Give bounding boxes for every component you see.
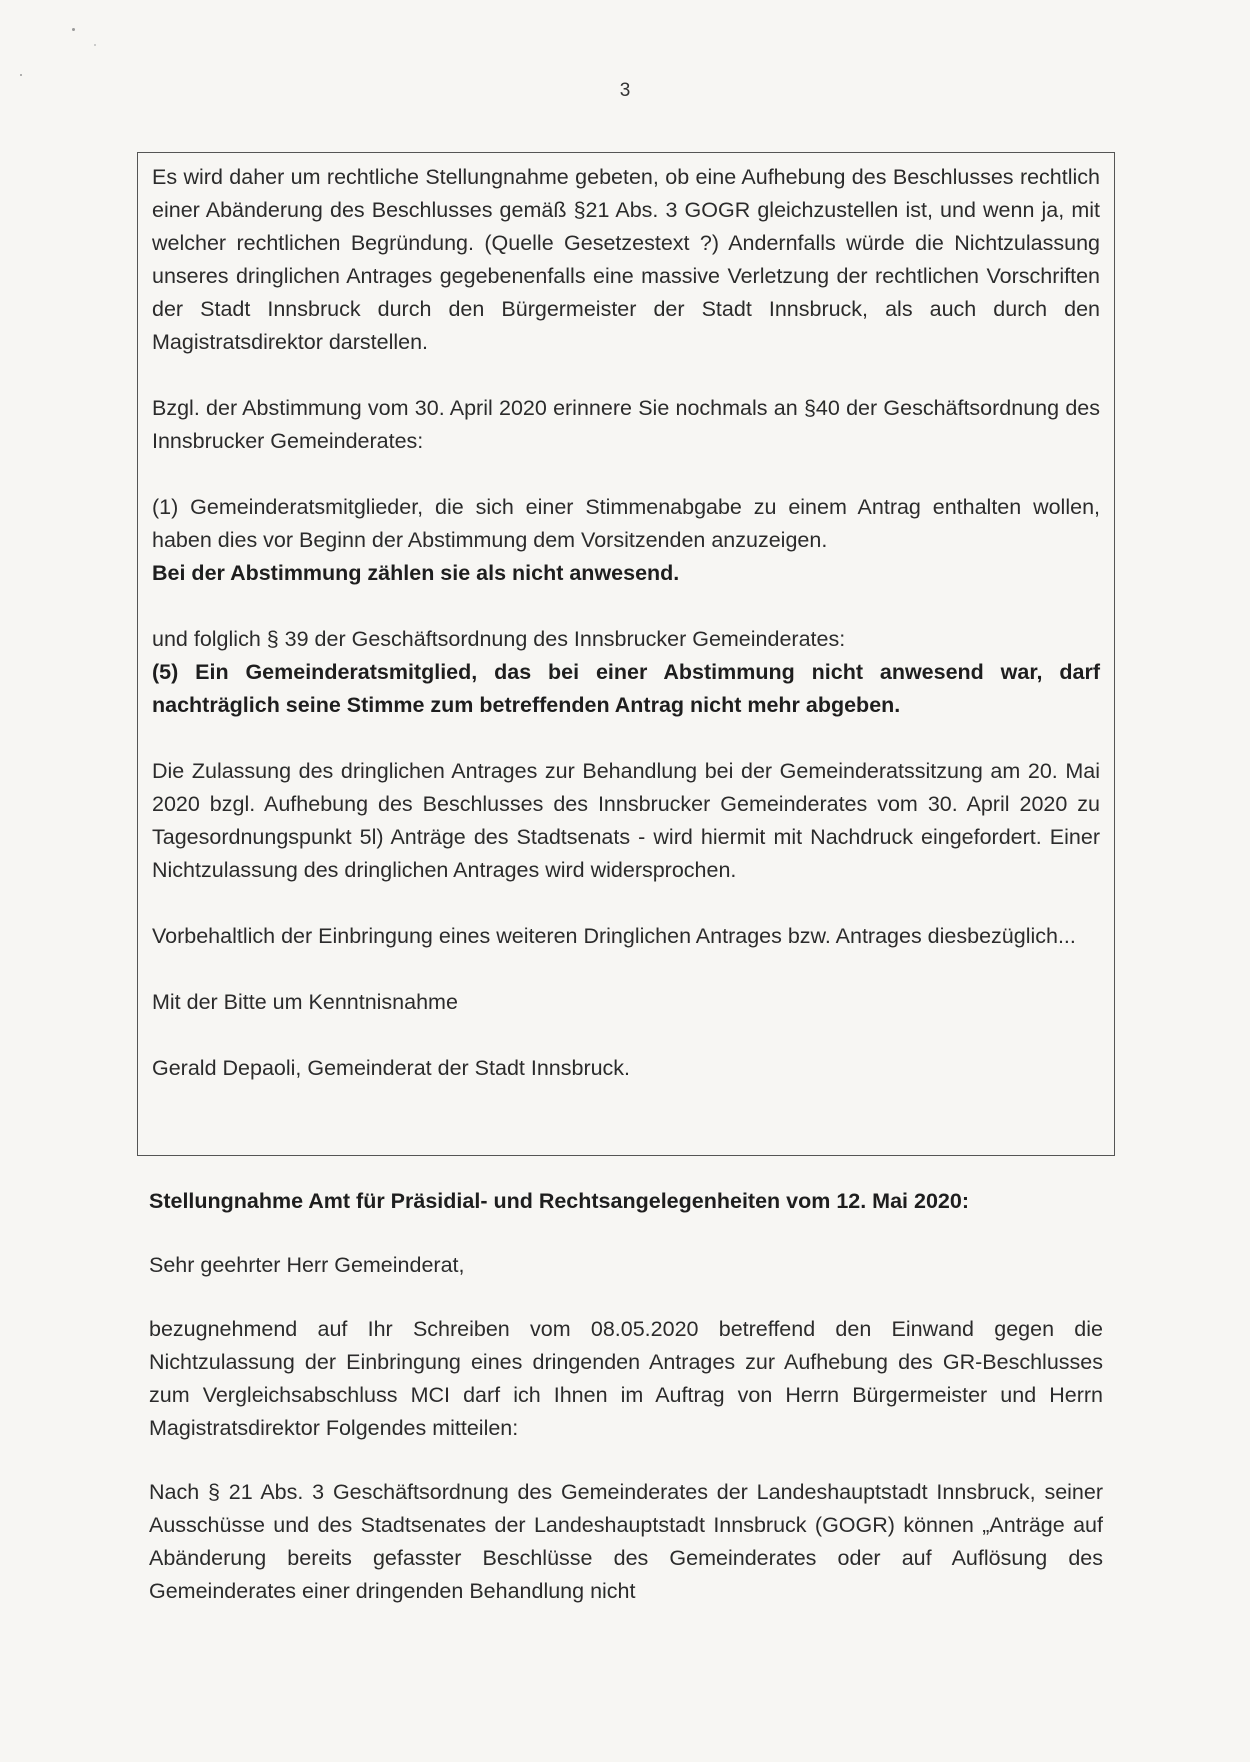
quoted-section-39: (5) Ein Gemeinderatsmitglied, das bei einer Abstimmung nicht anwesend war, darf nachträglich seine Stimme zum betreffenden Antrag nicht mehr abgeben. — [152, 660, 1100, 717]
letter-paragraph: Es wird daher um rechtliche Stellungnahme gebeten, ob eine Aufhebung des Beschlusses rechtlich einer Abänderung des Beschlusses gemäß §21 Abs. 3 GOGR gleichzustellen ist, und wenn ja, mit welcher rechtlichen Begründung. (Quelle Gesetzestext ?) Andernfalls würde die Nichtzulassung unseres dringlichen Antrages gegebenenfalls eine massive Verletzung der rechtlichen Vorschriften der Stadt Innsbruck durch den Bürgermeister der Stadt Innsbruck, als auch durch den Magistratsdirektor darstellen. — [152, 165, 1100, 354]
official-response — [149, 1185, 1103, 1639]
scan-speck — [72, 28, 75, 31]
section-40-text: (1) Gemeinderatsmitglieder, die sich einer Stimmenabgabe zu einem Antrag enthalten wollen, haben dies vor Beginn der Abstimmung dem Vorsitzenden anzuzeigen. — [152, 495, 1100, 552]
response-salutation: Sehr geehrter Herr Gemeinderat, — [149, 1253, 465, 1277]
letter-paragraph: Die Zulassung des dringlichen Antrages zur Behandlung bei der Gemeinderatssitzung am 20. Mai 2020 bzgl. Aufhebung des Beschlusses des Innsbrucker Gemeinderates vom 30. April 2020 zu Tagesordnungspunkt 5l) Anträge des Stadtsenats - wird hiermit mit Nachdruck eingefordert. Einer Nichtzulassung des dringlichen Antrages wird widersprochen. — [152, 759, 1100, 882]
response-heading: Stellungnahme Amt für Präsidial- und Rechtsangelegenheiten vom 12. Mai 2020: — [149, 1189, 969, 1213]
letter-closing: Mit der Bitte um Kenntnisnahme — [152, 990, 458, 1014]
scan-speck — [94, 44, 96, 46]
letter-signature: Gerald Depaoli, Gemeinderat der Stadt Innsbruck. — [152, 1056, 631, 1080]
section-40-bold-sentence: Bei der Abstimmung zählen sie als nicht anwesend. — [152, 561, 680, 585]
letter-paragraph: Vorbehaltlich der Einbringung eines weiteren Dringlichen Antrages bzw. Antrages diesbezüglich... — [152, 924, 1076, 948]
scan-speck — [20, 74, 22, 76]
quoted-section-40 — [152, 491, 1100, 590]
letter-paragraph: Bzgl. der Abstimmung vom 30. April 2020 erinnere Sie nochmals an §40 der Geschäftsordnung des Innsbrucker Gemeinderates: — [152, 396, 1100, 453]
page-number: 3 — [619, 80, 631, 101]
response-paragraph: bezugnehmend auf Ihr Schreiben vom 08.05.2020 betreffend den Einwand gegen die Nichtzulassung der Einbringung eines dringenden Antrages zur Aufhebung des GR-Beschlusses zum Vergleichsabschluss MCI darf ich Ihnen im Auftrag von Herrn Bürgermeister und Herrn Magistratsdirektor Folgendes mitteilen: — [149, 1317, 1103, 1440]
quoted-letter-box — [137, 152, 1115, 1156]
response-paragraph: Nach § 21 Abs. 3 Geschäftsordnung des Gemeinderates der Landeshauptstadt Innsbruck, seiner Ausschüsse und des Stadtsenates der Landeshauptstadt Innsbruck (GOGR) können „Anträge auf Abänderung bereits gefasster Beschlüsse des Gemeinderates oder auf Auflösung des Gemeinderates einer dringenden Behandlung nicht — [149, 1480, 1103, 1603]
letter-paragraph: und folglich § 39 der Geschäftsordnung des Innsbrucker Gemeinderates: — [152, 627, 846, 651]
